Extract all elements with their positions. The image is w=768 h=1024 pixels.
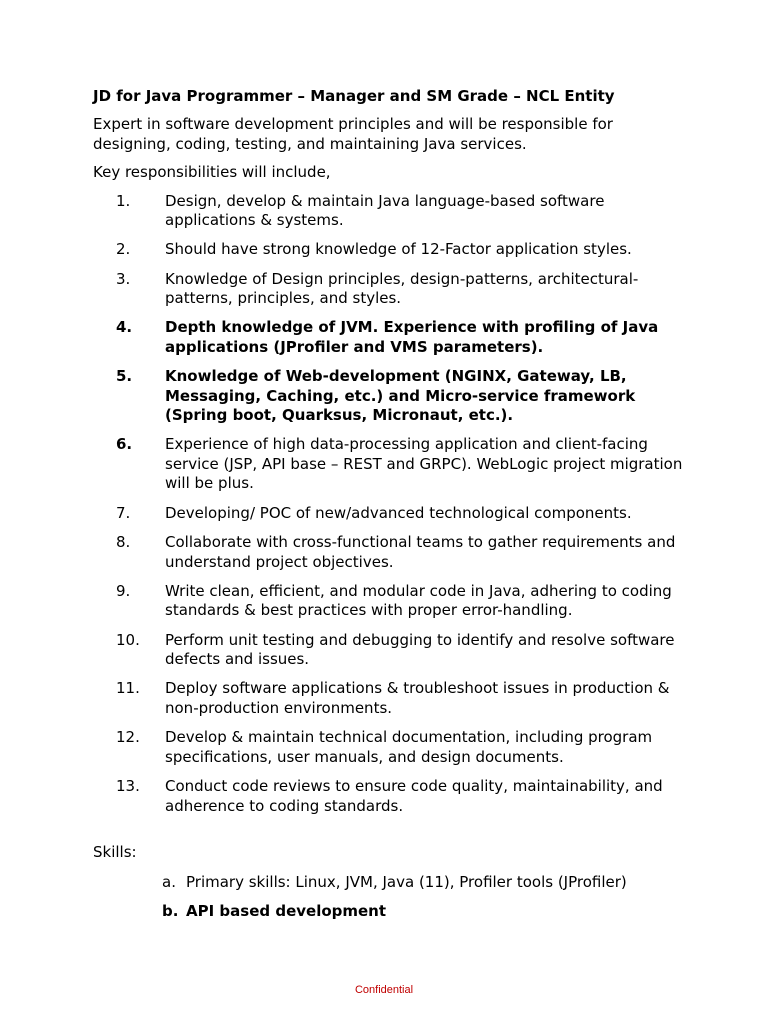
list-item bbox=[93, 504, 683, 524]
skill-item-text: Primary skills: Linux, JVM, Java (11), Profiler tools (JProfiler) bbox=[186, 872, 627, 891]
skills-heading: Skills: bbox=[93, 843, 137, 862]
list-item bbox=[93, 318, 683, 357]
list-item bbox=[93, 240, 683, 260]
list-item-number: 10. bbox=[116, 630, 140, 649]
list-item-number: 1. bbox=[116, 191, 131, 210]
list-item bbox=[93, 777, 683, 816]
list-item-text: Should have strong knowledge of 12-Factor application styles. bbox=[165, 240, 632, 259]
responsibilities-list bbox=[93, 192, 683, 817]
intro-paragraph: Expert in software development principles and will be responsible for designing, coding, testing, and maintaining Java services. bbox=[93, 115, 613, 153]
list-item-text: Conduct code reviews to ensure code quality, maintainability, and adherence to coding standards. bbox=[165, 777, 663, 815]
list-item-text: Experience of high data-processing application and client-facing service (JSP, API base – REST and GRPC). WebLogic project migration will be plus. bbox=[165, 435, 683, 493]
list-item-text: Perform unit testing and debugging to identify and resolve software defects and issues. bbox=[165, 630, 675, 669]
responsibilities-heading: Key responsibilities will include, bbox=[93, 163, 331, 181]
list-item bbox=[93, 582, 683, 621]
confidential-footer: Confidential bbox=[354, 984, 414, 996]
list-item-number: 2. bbox=[116, 240, 131, 259]
list-item bbox=[93, 435, 683, 494]
list-item-text: Knowledge of Web-development (NGINX, Gateway, LB, Messaging, Caching, etc.) and Micro-service framework (Spring boot, Quarksus, Micronaut, etc.). bbox=[165, 367, 636, 425]
list-item-text: Deploy software applications & troubleshoot issues in production & non-production environments. bbox=[165, 679, 670, 717]
skill-item-letter: a. bbox=[162, 872, 176, 891]
list-item-text: Develop & maintain technical documentation, including program specifications, user manuals, and design documents. bbox=[165, 728, 653, 766]
list-item-number: 3. bbox=[116, 269, 131, 288]
list-item bbox=[93, 631, 683, 670]
list-item-number: 7. bbox=[116, 503, 131, 522]
document-page bbox=[93, 86, 683, 932]
list-item-number: 8. bbox=[116, 533, 131, 552]
list-item-text: Collaborate with cross-functional teams to gather requirements and understand project objectives. bbox=[165, 533, 676, 571]
document-title: JD for Java Programmer – Manager and SM Grade – NCL Entity bbox=[93, 87, 615, 105]
list-item-text: Developing/ POC of new/advanced technological components. bbox=[165, 503, 632, 522]
list-item-text: Design, develop & maintain Java language-based software applications & systems. bbox=[165, 191, 605, 229]
list-item-number: 12. bbox=[116, 728, 140, 747]
skill-item-letter: b. bbox=[162, 902, 179, 921]
list-item-number: 5. bbox=[116, 367, 133, 386]
list-item bbox=[93, 679, 683, 718]
list-item bbox=[93, 192, 683, 231]
list-item-number: 13. bbox=[116, 777, 140, 796]
skill-item bbox=[93, 902, 683, 922]
skill-item-text: API based development bbox=[186, 902, 387, 921]
list-item-number: 6. bbox=[116, 435, 133, 454]
list-item-number: 4. bbox=[116, 318, 133, 337]
list-item bbox=[93, 367, 683, 426]
list-item-number: 9. bbox=[116, 581, 131, 600]
list-item-text: Write clean, efficient, and modular code in Java, adhering to coding standards & best practices with proper error-handling. bbox=[165, 581, 672, 620]
list-item-text: Depth knowledge of JVM. Experience with profiling of Java applications (JProfiler and VMS parameters). bbox=[165, 318, 659, 356]
list-item-number: 11. bbox=[116, 679, 140, 698]
list-item bbox=[93, 728, 683, 767]
list-item bbox=[93, 270, 683, 309]
list-item-text: Knowledge of Design principles, design-patterns, architectural-patterns, principles, and styles. bbox=[165, 269, 639, 308]
list-item bbox=[93, 533, 683, 572]
skill-item bbox=[93, 873, 683, 893]
